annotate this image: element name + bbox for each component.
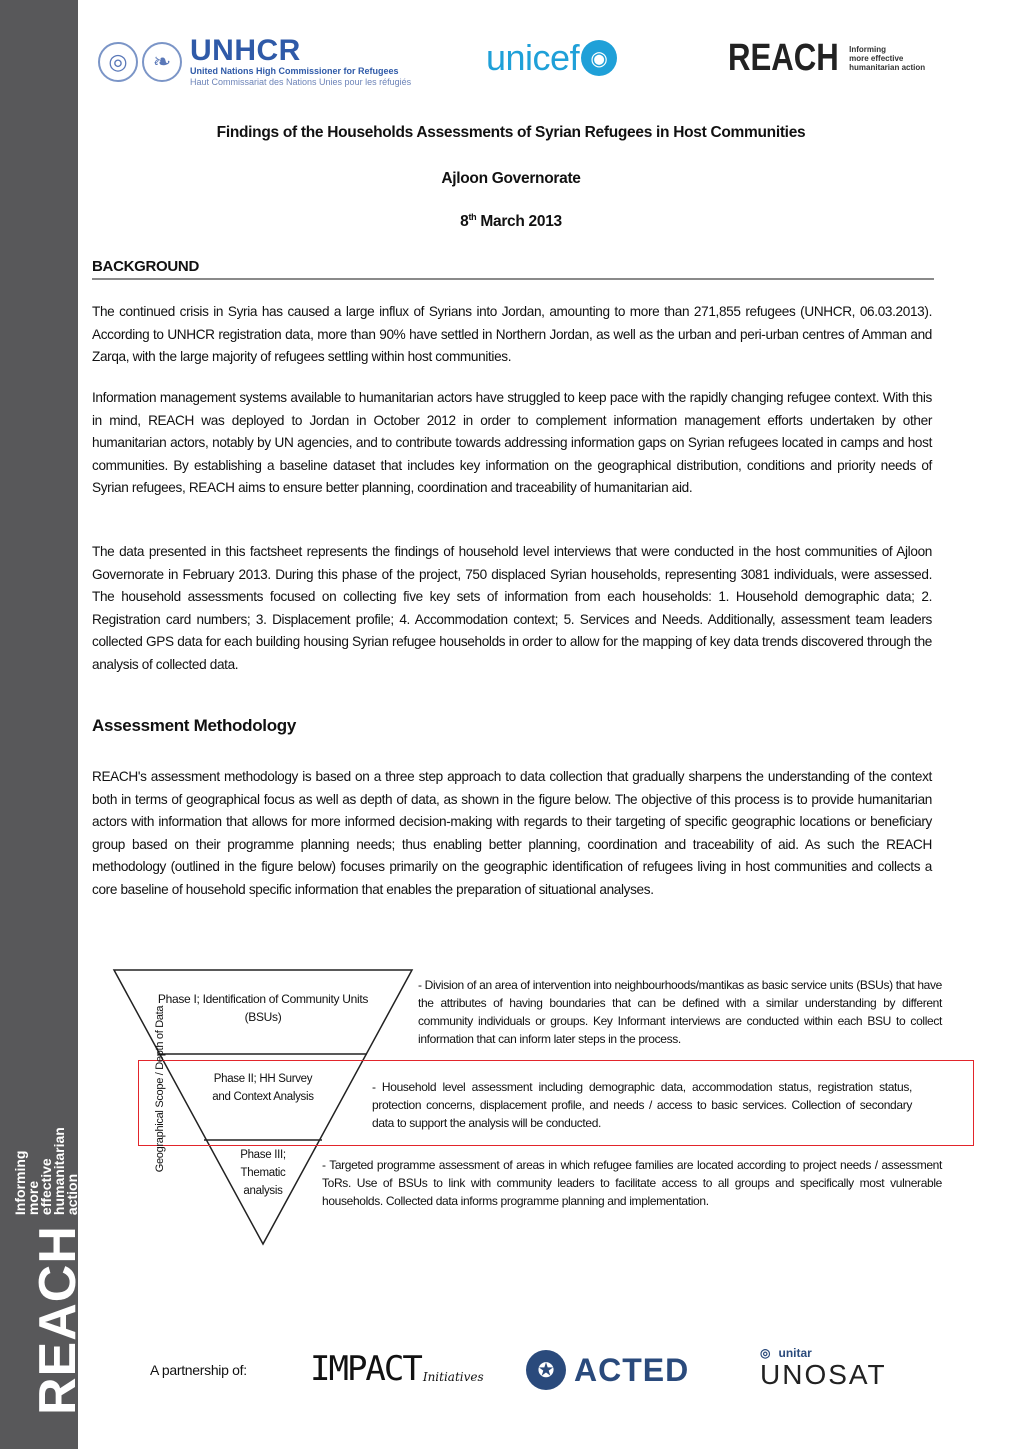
reach-logo-name: REACH (728, 37, 839, 79)
un-emblem-small-icon: ◎ (760, 1346, 771, 1360)
phase-ii-label: Phase II; HH Survey and Context Analysis (212, 1073, 314, 1103)
phase-i-description: - Division of an area of intervention into neighbourhoods/mantikas as basic service units (BSUs) that have the attributes of having boundaries that can be defined with a similar understanding by different community individuals or groups. Key Informant interviews are conducted within each BSU to collect information that can inform later steps in the process. (418, 978, 942, 1046)
document-title: Findings of the Households Assessments of Syrian Refugees in Host Communities (216, 124, 806, 141)
section-divider (92, 278, 934, 280)
un-emblem-icon: ◎ (98, 42, 138, 82)
impact-subtitle: Initiatives (422, 1370, 484, 1384)
phase-i-label: Phase I; Identification of Community Units (BSUs) (157, 992, 369, 1024)
reach-tagline-line: humanitarian action (849, 62, 926, 72)
acted-globe-icon: ✪ (526, 1350, 566, 1390)
partners-footer (150, 1344, 890, 1400)
acted-logo (526, 1350, 689, 1390)
phase-iii-description: - Targeted programme assessment of areas in which refugee families are located according to project needs / assessment ToRs. Use of BSUs to link with community leaders to facilitate access to all groups and specifically most vulnerable households. Collected data informs programme planning and implementation. (322, 1158, 942, 1208)
unitar-name: unitar (778, 1346, 812, 1360)
unhcr-emblem-icon: ❧ (142, 42, 182, 82)
unicef-name: unicef (486, 37, 580, 78)
unhcr-subtitle-fr: Haut Commissariat des Nations Unies pour les réfugiés (190, 77, 412, 87)
phase-iii-label: Phase III; Thematic analysis (240, 1149, 286, 1197)
background-paragraph-1: The continued crisis in Syria has caused a large influx of Syrians into Jordan, amounting to more than 271,855 refugees (UNHCR, 06.03.2013). According to UNHCR registration data, more than 90% have settled in Northern Jordan, as well as the urban and peri-urban centres of Amman and Zarqa, with the large majority of refugees settling within host communities. (92, 304, 932, 365)
unitar-line (760, 1346, 887, 1360)
reach-tagline-line: more effective (849, 53, 904, 63)
unosat-logo (760, 1346, 887, 1390)
phase-ii-description: - Household level assessment including demographic data, accommodation status, registration status, protection concerns, displacement profile, and needs / access to basic services. Collection of secondary data to support the analysis will be conducted. (372, 1080, 912, 1130)
background-paragraph-2: Information management systems available to humanitarian actors have struggled to keep pace with the rapidly changing refugee context. With this in mind, REACH was deployed to Jordan in October 2012 in order to complement information management efforts undertaken by other humanitarian actors, notably by UN agencies, and to contribute towards addressing information gaps on Syrian refugees located in camps and host communities. By establishing a baseline dataset that includes key information on the geographical distribution, conditions and priority needs of Syrian refugees, REACH aims to ensure better planning, coordination and traceability of humanitarian aid. (92, 390, 932, 496)
methodology-diagram (96, 960, 986, 1260)
reach-logo (728, 38, 925, 78)
impact-name: IMPACT (310, 1349, 421, 1389)
unicef-globe-icon: ◉ (581, 40, 617, 76)
date-day: 8 (460, 213, 469, 231)
sidebar-tagline-line: Informing (12, 1150, 28, 1216)
document-subtitle: Ajloon Governorate (441, 170, 581, 187)
sidebar (0, 0, 87, 1449)
sidebar-brand-name: REACH (29, 1225, 87, 1415)
partnership-label: A partnership of: (150, 1362, 247, 1378)
reach-tagline-line: Informing (849, 44, 887, 54)
unosat-name: UNOSAT (760, 1359, 887, 1390)
background-paragraph-3: The data presented in this factsheet represents the findings of household level interviews that were conducted in the host communities of Ajloon Governorate in February 2013. During this phase of the project, 750 displaced Syrian households, representing 3081 individuals, were assessed. The household assessments focused on collecting five key sets of information from each households: 1. Household demographic data; 2. Registration card numbers; 3. Displacement profile; 4. Accommodation context; 5. Services and Needs. Additionally, assessment team leaders collected GPS data for each building housing Syrian refugee households in order to allow for the mapping of key data trends discovered through the analysis of collected data. (92, 544, 932, 672)
unicef-logo (486, 38, 617, 78)
background-heading: BACKGROUND (92, 258, 199, 275)
date-suffix: th (468, 212, 477, 222)
date-rest: March 2013 (476, 213, 562, 231)
unhcr-name: UNHCR (190, 34, 301, 67)
reach-logo-tagline (849, 45, 925, 72)
axis-label: Geographical Scope / Depth of Data (154, 1005, 166, 1173)
sidebar-tagline-line: humanitarian action (51, 1127, 80, 1216)
unhcr-subtitle-en: United Nations High Commissioner for Refugees (190, 66, 399, 76)
sidebar-tagline-line: more effective (25, 1158, 54, 1216)
unhcr-logo (98, 36, 411, 88)
impact-logo (310, 1350, 484, 1388)
document-date (98, 212, 924, 231)
sidebar-reach-brand (12, 1127, 87, 1415)
acted-name: ACTED (574, 1351, 690, 1388)
header-logos (98, 36, 938, 96)
methodology-heading: Assessment Methodology (92, 716, 297, 735)
methodology-paragraph: REACH's assessment methodology is based on a three step approach to data collection that gradually sharpens the understanding of the context both in terms of geographical focus as well as depth of data, as shown in the figure below. The objective of this process is to provide humanitarian actors with information that allows for more informed decision-making with regards to their targeting of specific geographic locations or beneficiary group based on their programme planning needs; thus enabling better planning, coordination and traceability of aid. As such the REACH methodology (outlined in the figure below) focuses primarily on the geographic identification of refugees living in host communities and collects a core baseline of household specific information that enables the preparation of situational analyses. (92, 769, 932, 897)
sidebar-brand-tagline (14, 1127, 83, 1215)
